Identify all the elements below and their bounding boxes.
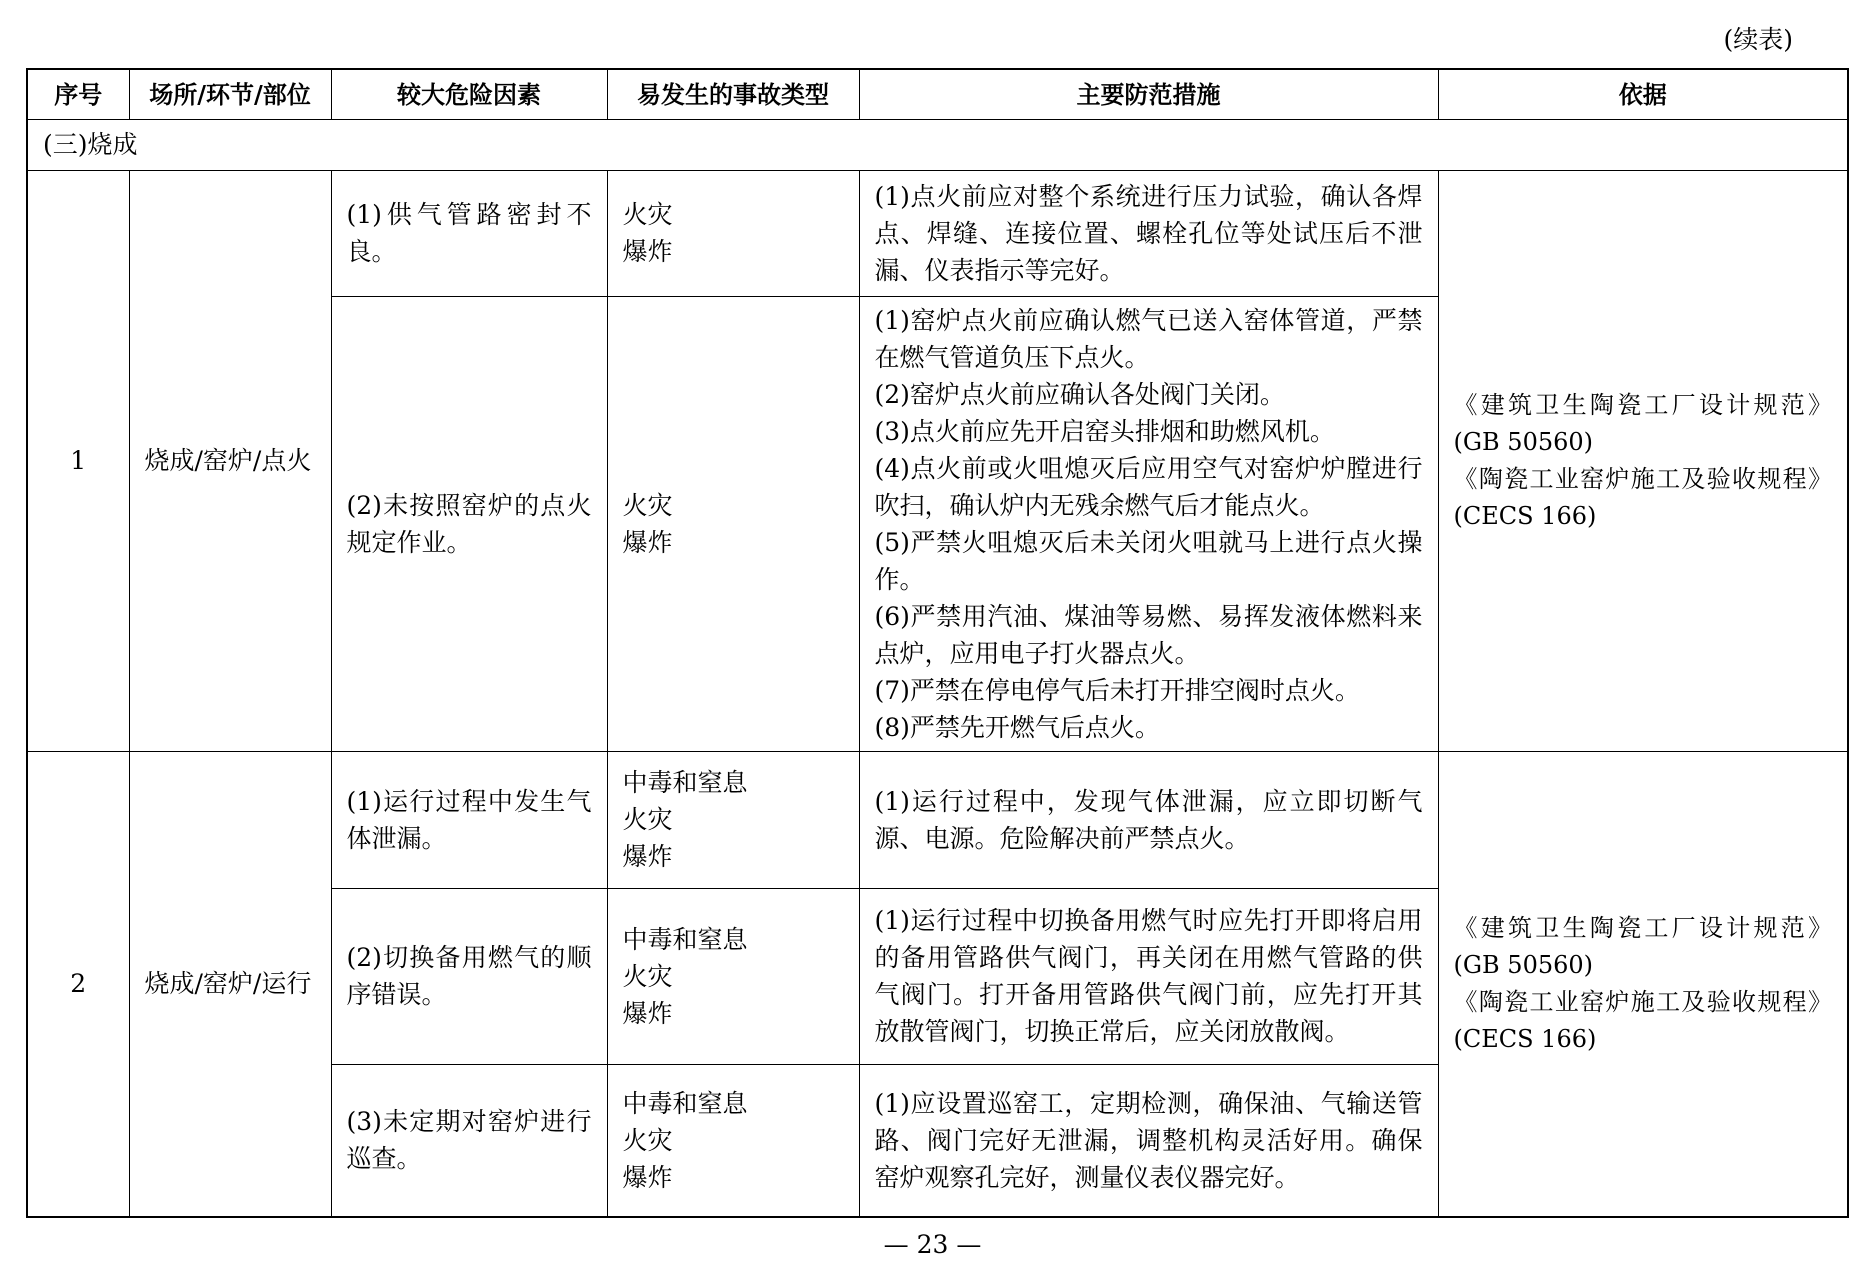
cell-measures: [859, 170, 1438, 296]
table-header-row: [27, 69, 1848, 119]
measure-item: (4)点火前或火咀熄灭后应用空气对窑炉炉膛进行吹扫，确认炉内无残余燃气后才能点火。: [874, 453, 1423, 520]
cell-location: 烧成/窑炉/运行: [129, 751, 331, 1217]
measure-item: (8)严禁先开燃气后点火。: [874, 712, 1160, 742]
measure-item: (2)窑炉点火前应确认各处阀门关闭。: [874, 379, 1285, 409]
cell-hazard: (1)供气管路密封不良。: [331, 170, 607, 296]
accident-type-item: 爆炸: [622, 1162, 673, 1192]
cell-accident-type: [607, 296, 859, 751]
basis-item: 《陶瓷工业窑炉施工及验收规程》(CECS 166): [1453, 987, 1832, 1053]
accident-type-item: 火灾: [622, 961, 673, 991]
accident-type-item: 爆炸: [622, 237, 673, 266]
accident-type-item: 爆炸: [622, 842, 673, 871]
page-number: — 23 —: [883, 1230, 982, 1259]
accident-type-item: 中毒和窒息: [622, 1088, 748, 1118]
measure-item: (3)点火前应先开启窑头排烟和助燃风机。: [874, 416, 1335, 446]
table-row: [27, 751, 1848, 888]
measure-item: (1)运行过程中，发现气体泄漏，应立即切断气源、电源。危险解决前严禁点火。: [874, 786, 1423, 853]
basis-item: 《建筑卫生陶瓷工厂设计规范》(GB 50560): [1453, 390, 1832, 456]
section-title: (三)烧成: [27, 119, 1848, 170]
measure-item: (1)应设置巡窑工，定期检测，确保油、气输送管路、阀门完好无泄漏，调整机构灵活好用。确保窑炉观察孔完好，测量仪表仪器完好。: [874, 1088, 1423, 1192]
measure-item: (1)运行过程中切换备用燃气时应先打开即将启用的备用管路供气阀门，再关闭在用燃气管路的供气阀门。打开备用管路供气阀门前，应先打开其放散管阀门，切换正常后，应关闭放散阀。: [874, 906, 1423, 1046]
accident-type-item: 火灾: [622, 490, 673, 520]
cell-basis: [1438, 170, 1848, 751]
cell-accident-type: [607, 888, 859, 1064]
basis-item: 《陶瓷工业窑炉施工及验收规程》(CECS 166): [1453, 464, 1832, 530]
measure-item: (1)窑炉点火前应确认燃气已送入窑体管道，严禁在燃气管道负压下点火。: [874, 305, 1423, 372]
measure-item: (5)严禁火咀熄灭后未关闭火咀就马上进行点火操作。: [874, 527, 1423, 594]
measure-item: (7)严禁在停电停气后未打开排空阀时点火。: [874, 675, 1360, 705]
accident-type-item: 火灾: [622, 1125, 673, 1155]
cell-basis: [1438, 751, 1848, 1217]
accident-type-item: 火灾: [622, 805, 673, 834]
header-measures: 主要防范措施: [859, 69, 1438, 119]
measure-item: (1)点火前应对整个系统进行压力试验，确认各焊点、焊缝、连接位置、螺栓孔位等处试压后不泄漏、仪表指示等完好。: [874, 181, 1423, 285]
table-row: [27, 170, 1848, 296]
cell-accident-type: [607, 751, 859, 888]
continued-label: (续表): [1723, 25, 1793, 54]
cell-hazard: (2)切换备用燃气的顺序错误。: [331, 888, 607, 1064]
cell-measures: [859, 296, 1438, 751]
accident-type-item: 火灾: [622, 200, 673, 229]
header-accident-type: 易发生的事故类型: [607, 69, 859, 119]
accident-type-item: 爆炸: [622, 998, 673, 1028]
cell-measures: [859, 1064, 1438, 1217]
cell-hazard: (3)未定期对窑炉进行巡查。: [331, 1064, 607, 1217]
header-basis: 依据: [1438, 69, 1848, 119]
cell-no: 1: [27, 170, 129, 751]
accident-type-item: 中毒和窒息: [622, 768, 748, 797]
header-location: 场所/环节/部位: [129, 69, 331, 119]
cell-accident-type: [607, 170, 859, 296]
accident-type-item: 爆炸: [622, 527, 673, 557]
header-no: 序号: [27, 69, 129, 119]
header-hazard: 较大危险因素: [331, 69, 607, 119]
section-row: [27, 119, 1848, 170]
cell-accident-type: [607, 1064, 859, 1217]
cell-measures: [859, 888, 1438, 1064]
cell-hazard: (1)运行过程中发生气体泄漏。: [331, 751, 607, 888]
basis-item: 《建筑卫生陶瓷工厂设计规范》(GB 50560): [1453, 913, 1832, 979]
measure-item: (6)严禁用汽油、煤油等易燃、易挥发液体燃料来点炉，应用电子打火器点火。: [874, 601, 1423, 668]
cell-measures: [859, 751, 1438, 888]
cell-no: 2: [27, 751, 129, 1217]
cell-location: 烧成/窑炉/点火: [129, 170, 331, 751]
accident-type-item: 中毒和窒息: [622, 924, 748, 954]
cell-hazard: (2)未按照窑炉的点火规定作业。: [331, 296, 607, 751]
hazard-table: [26, 68, 1849, 1218]
